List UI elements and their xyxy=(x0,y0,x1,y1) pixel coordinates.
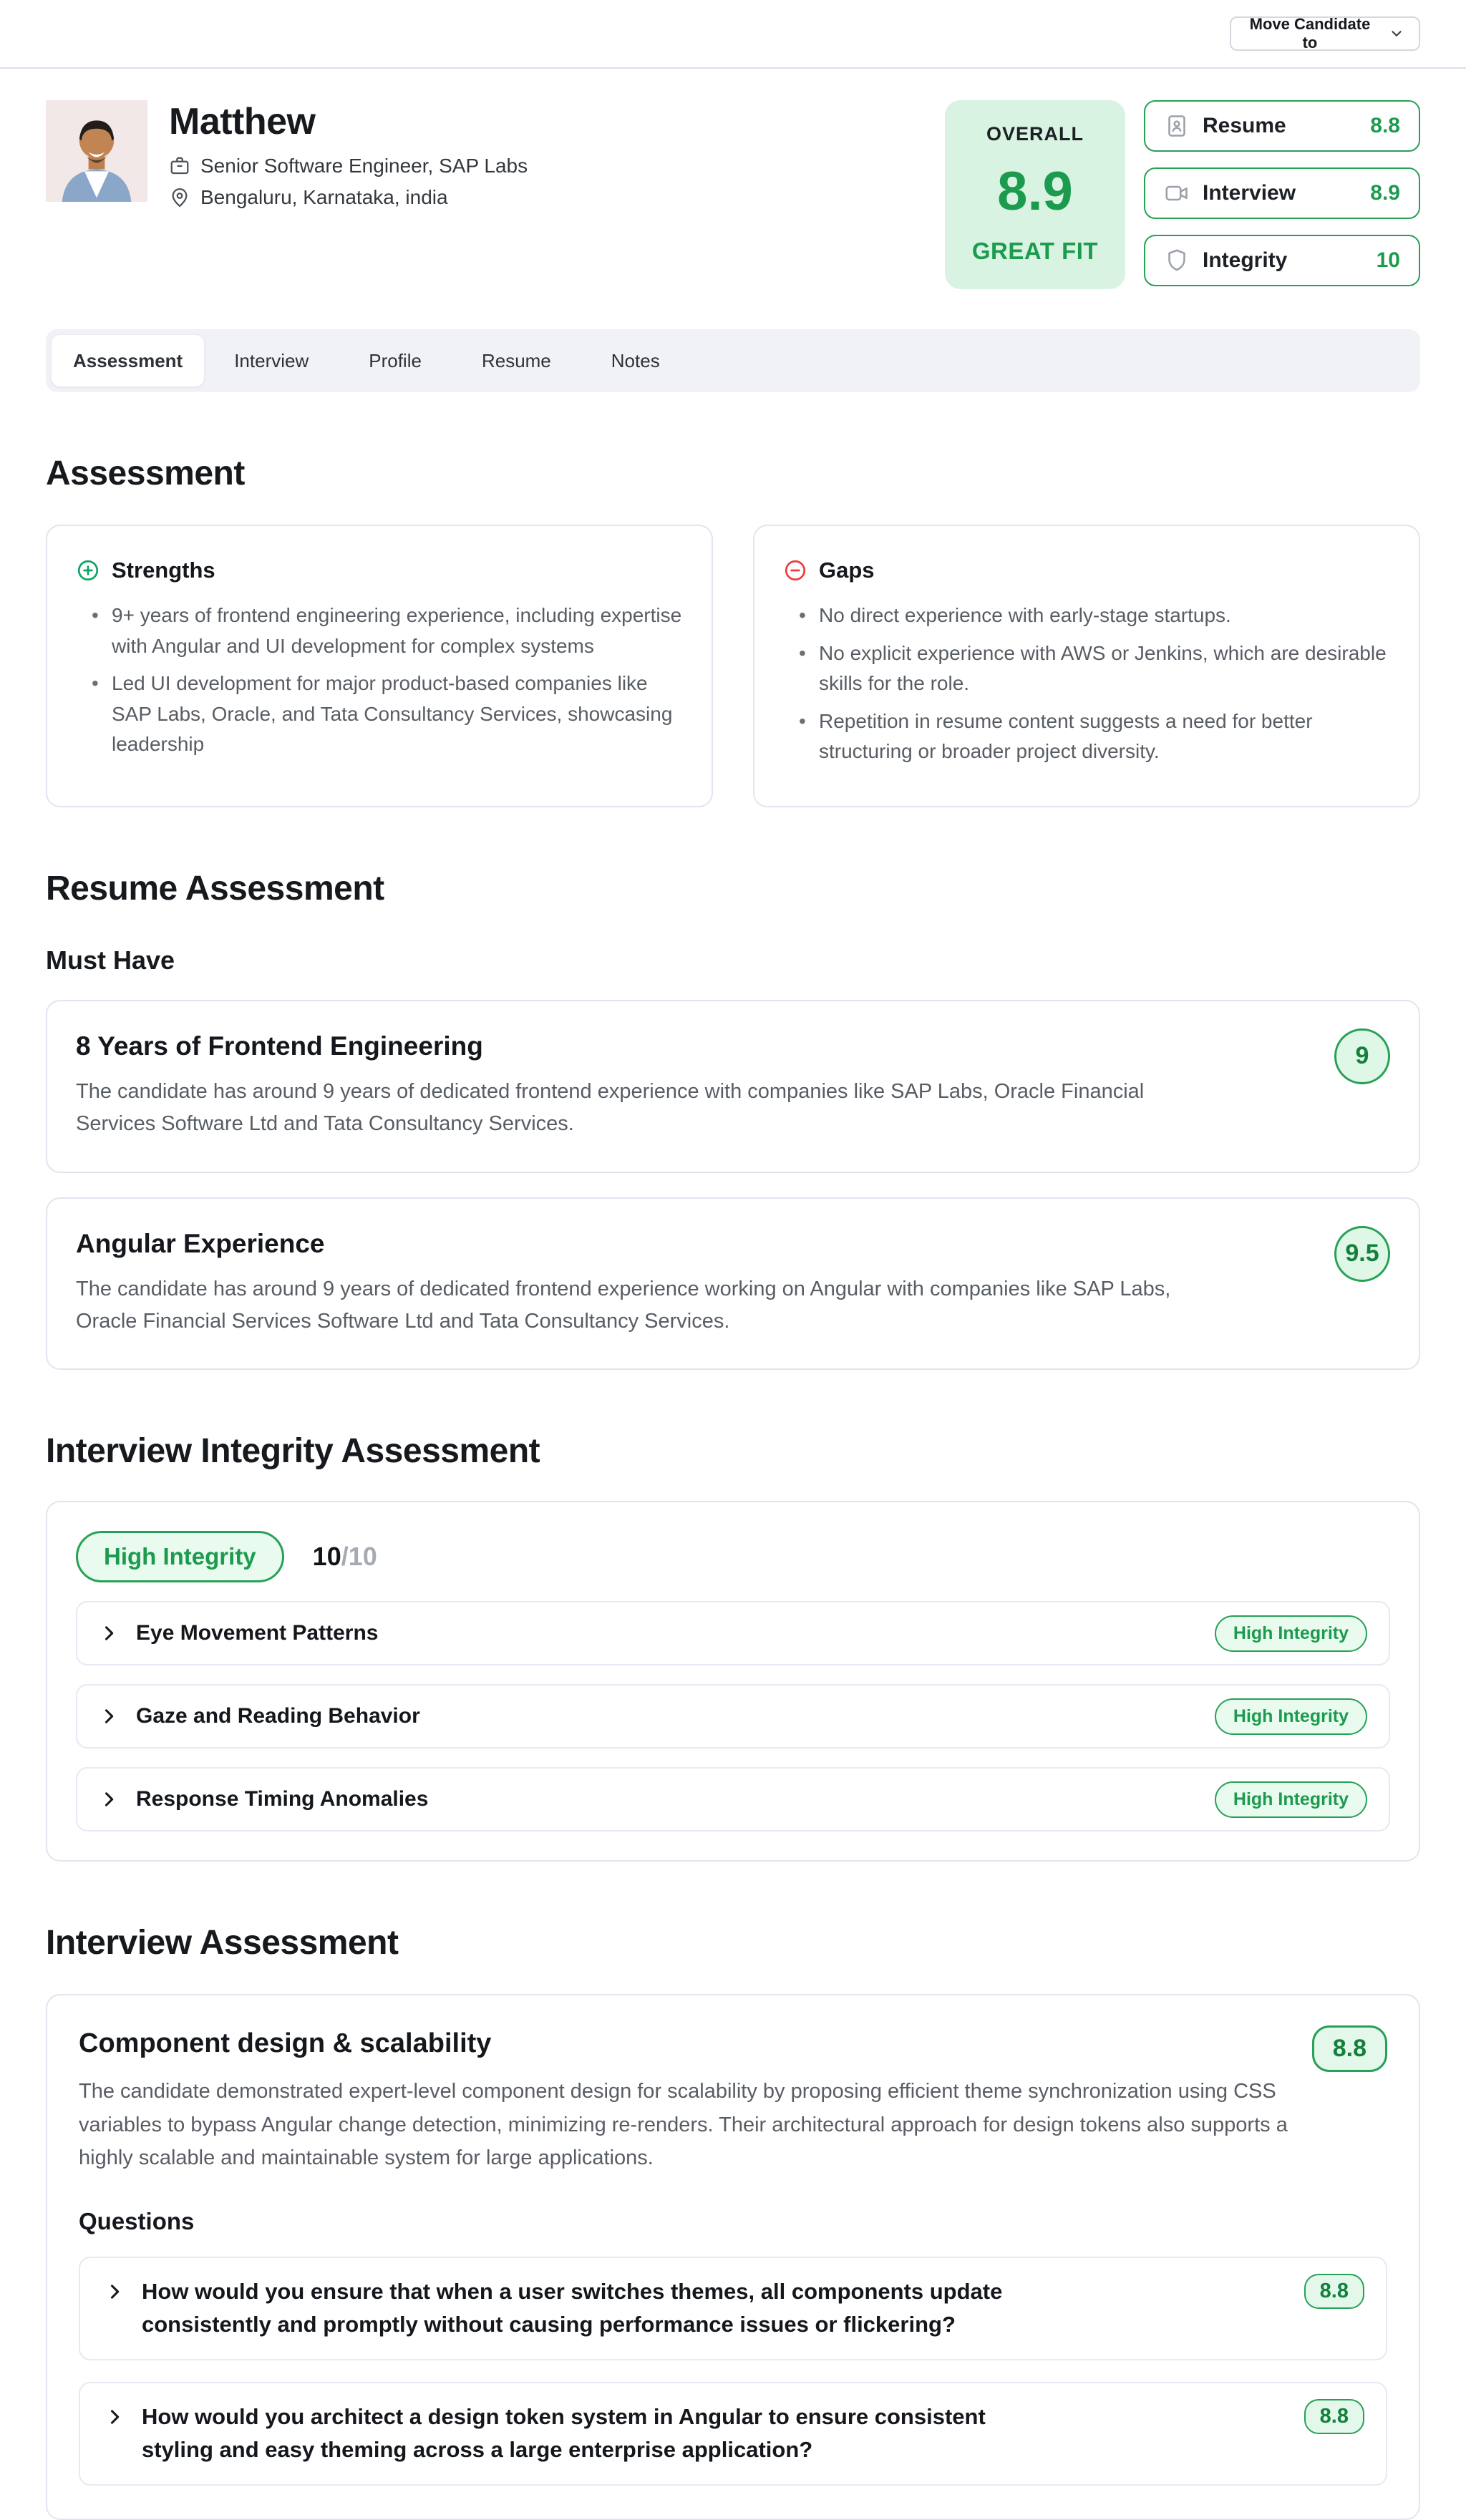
candidate-name: Matthew xyxy=(169,101,316,142)
integrity-row-badge: High Integrity xyxy=(1215,1615,1367,1652)
integrity-row-title: Gaze and Reading Behavior xyxy=(136,1704,420,1728)
overall-label: OVERALL xyxy=(986,123,1084,145)
strengths-title: Strengths xyxy=(112,558,215,583)
briefcase-icon xyxy=(169,155,190,177)
top-bar xyxy=(0,0,1466,69)
gap-item: • Repetition in resume content suggests a need for better structuring or broader project diversity. xyxy=(796,706,1390,767)
chevron-right-icon xyxy=(99,1789,119,1809)
avatar xyxy=(46,100,147,202)
interview-icon xyxy=(1164,180,1190,206)
interview-assessment-title: Interview Assessment xyxy=(46,1924,399,1962)
tab-notes[interactable]: Notes xyxy=(611,349,660,371)
integrity-row-eye-movement[interactable] xyxy=(76,1601,1390,1665)
chevron-right-icon xyxy=(99,1706,119,1726)
gaps-title: Gaps xyxy=(819,558,875,583)
interview-skill-card xyxy=(46,1994,1420,2519)
minus-circle-icon xyxy=(783,558,807,583)
criterion-description: The candidate has around 9 years of dedicated frontend experience working on Angular with companies like SAP Labs, Oracle Financial Services Software Ltd and Tata Consultancy Services. xyxy=(76,1277,1171,1333)
strength-item: • 9+ years of frontend engineering experience, including expertise with Angular and UI development for complex systems xyxy=(89,600,683,661)
integrity-score-label: Integrity xyxy=(1203,248,1288,272)
resume-assessment-title: Resume Assessment xyxy=(46,869,384,908)
plus-circle-icon xyxy=(76,558,100,583)
candidate-location-row xyxy=(169,186,528,209)
interview-score-card xyxy=(1144,167,1420,219)
interview-score-value: 8.9 xyxy=(1370,181,1400,205)
tab-resume[interactable]: Resume xyxy=(481,349,551,371)
integrity-row-gaze-reading[interactable] xyxy=(76,1684,1390,1748)
question-score-badge: 8.8 xyxy=(1304,2399,1364,2434)
strengths-card xyxy=(46,525,713,807)
main-content xyxy=(0,454,1466,2520)
gap-item: • No direct experience with early-stage startups. xyxy=(796,600,1390,631)
resume-score-card xyxy=(1144,100,1420,152)
integrity-row-title: Eye Movement Patterns xyxy=(136,1621,379,1645)
question-row[interactable] xyxy=(79,2257,1387,2360)
strengths-list xyxy=(76,600,683,760)
criterion-description: The candidate has around 9 years of dedicated frontend experience with companies like SAP Labs, Oracle Financial Services Software Ltd and Tata Consultancy Services. xyxy=(76,1079,1145,1135)
integrity-assessment-title: Interview Integrity Assessment xyxy=(46,1432,540,1471)
integrity-score-card xyxy=(1144,235,1420,286)
integrity-icon xyxy=(1164,248,1190,273)
resume-score-value: 8.8 xyxy=(1370,114,1400,137)
resume-icon xyxy=(1164,113,1190,139)
assessment-title: Assessment xyxy=(46,454,245,492)
integrity-row-badge: High Integrity xyxy=(1215,1698,1367,1735)
strength-item: • Led UI development for major product-based companies like SAP Labs, Oracle, and Tata Consultancy Services, showcasing leadership xyxy=(89,668,683,760)
overall-fit-label: GREAT FIT xyxy=(971,238,1099,264)
tab-profile[interactable]: Profile xyxy=(369,349,422,371)
must-have-label: Must Have xyxy=(46,945,175,975)
skill-title: Component design & scalability xyxy=(79,2028,492,2059)
integrity-score: 10/10 xyxy=(312,1542,377,1572)
candidate-role-row xyxy=(169,155,528,177)
integrity-score-value: 10 xyxy=(1376,248,1400,272)
resume-criterion-card xyxy=(46,1197,1420,1371)
candidate-location: Bengaluru, Karnataka, india xyxy=(200,186,448,208)
chevron-right-icon xyxy=(105,2407,125,2427)
chevron-right-icon xyxy=(99,1623,119,1643)
criterion-title: Angular Experience xyxy=(76,1228,325,1258)
candidate-role: Senior Software Engineer, SAP Labs xyxy=(200,155,528,177)
question-text: How would you architect a design token system in Angular to ensure consistent styling and easy theming across a large enterprise application? xyxy=(142,2403,986,2463)
interview-score-label: Interview xyxy=(1203,181,1296,205)
criterion-score-badge: 9 xyxy=(1334,1028,1390,1084)
resume-criterion-card xyxy=(46,1000,1420,1173)
integrity-row-title: Response Timing Anomalies xyxy=(136,1787,429,1811)
tab-assessment[interactable]: Assessment xyxy=(52,335,204,386)
question-text: How would you ensure that when a user switches themes, all components update consistently and promptly without causing performance issues or flickering? xyxy=(142,2278,1003,2337)
gaps-card xyxy=(753,525,1420,807)
skill-score-badge: 8.8 xyxy=(1312,2025,1387,2072)
integrity-card xyxy=(46,1501,1420,1862)
overall-score: 8.9 xyxy=(997,161,1073,222)
question-row[interactable] xyxy=(79,2382,1387,2486)
gap-item: • No explicit experience with AWS or Jenkins, which are desirable skills for the role. xyxy=(796,638,1390,699)
score-cards xyxy=(1144,100,1420,286)
profile-header xyxy=(0,69,1466,289)
location-pin-icon xyxy=(169,187,190,208)
questions-label: Questions xyxy=(79,2207,195,2234)
move-candidate-dropdown[interactable] xyxy=(1230,16,1420,51)
chevron-right-icon xyxy=(105,2282,125,2302)
move-candidate-label: Move Candidate to xyxy=(1249,15,1371,52)
tab-interview[interactable]: Interview xyxy=(234,349,309,371)
skill-description: The candidate demonstrated expert-level component design for scalability by proposing efficient theme synchronization using CSS variables to bypass Angular change detection, minimizing re-renders. Their architectural approach for design tokens also supports a highly scalable and maintainable system for large applications. xyxy=(79,2080,1288,2170)
question-score-badge: 8.8 xyxy=(1304,2274,1364,2309)
criterion-score-badge: 9.5 xyxy=(1334,1226,1390,1282)
integrity-row-response-timing[interactable] xyxy=(76,1767,1390,1831)
criterion-title: 8 Years of Frontend Engineering xyxy=(76,1031,483,1061)
integrity-row-badge: High Integrity xyxy=(1215,1781,1367,1818)
tab-bar xyxy=(46,329,1420,392)
chevron-down-icon xyxy=(1389,26,1404,42)
resume-score-label: Resume xyxy=(1203,114,1286,137)
gaps-list xyxy=(783,600,1390,767)
overall-score-card xyxy=(945,100,1125,289)
integrity-overall-badge: High Integrity xyxy=(76,1531,284,1582)
